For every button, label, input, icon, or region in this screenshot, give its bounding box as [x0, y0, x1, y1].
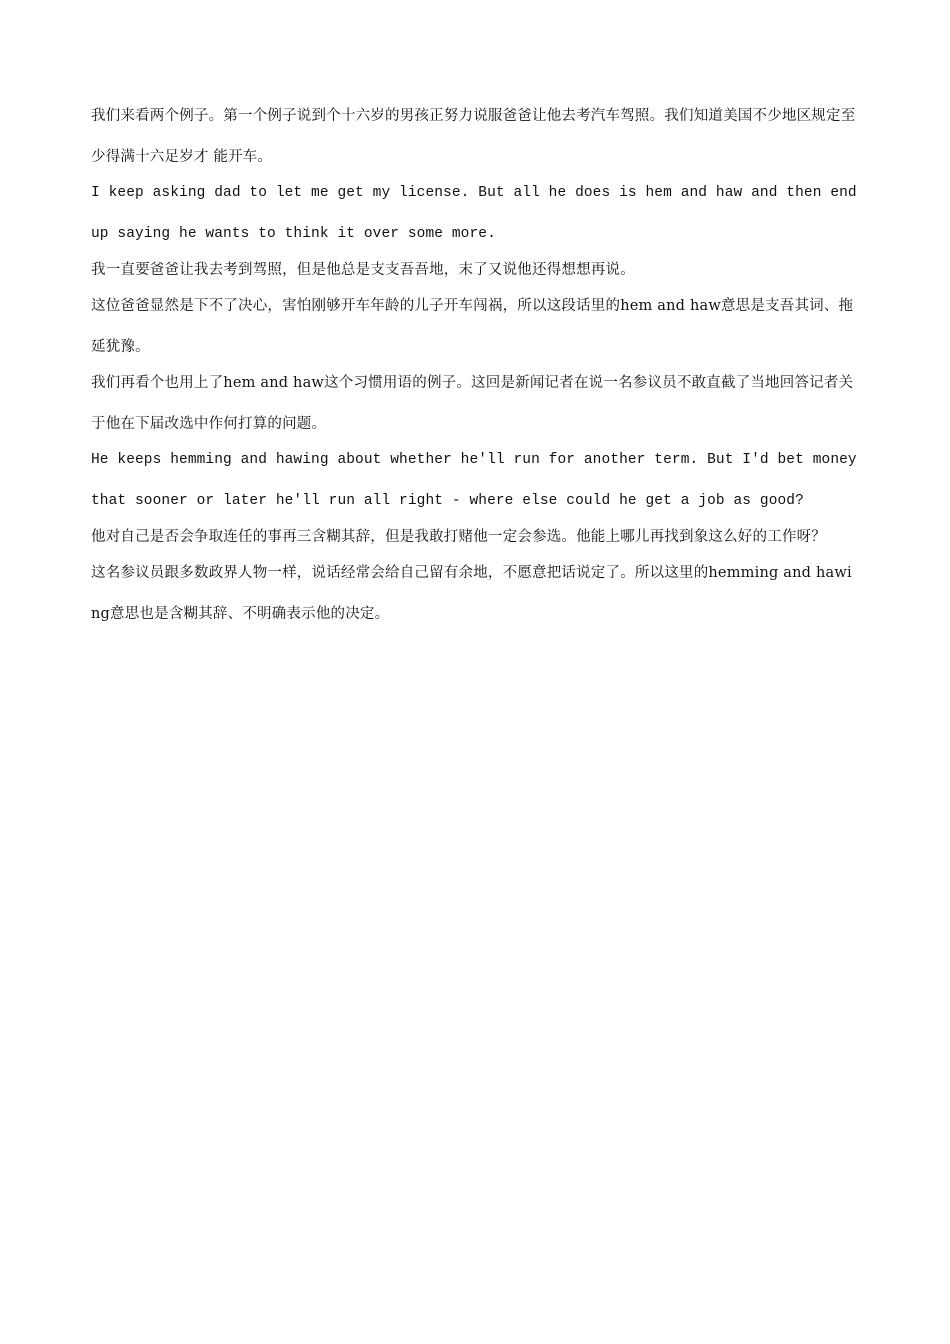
- paragraph-intro: 我们来看两个例子。第一个例子说到个十六岁的男孩正努力说服爸爸让他去考汽车驾照。我们知道美国不少地区规定至少得满十六足岁才 能开车。: [91, 108, 856, 165]
- paragraph-example-1-chinese: 我一直要爸爸让我去考到驾照，但是他总是支支吾吾地，末了又说他还得想想再说。: [91, 262, 635, 278]
- paragraph-example-2-explanation: 这名参议员跟多数政界人物一样，说话经常会给自己留有余地，不愿意把话说定了。所以这里的hemming and hawing意思也是含糊其辞、不明确表示他的决定。: [91, 565, 852, 622]
- paragraph-example-2-english: He keeps hemming and hawing about whether he'll run for another term. But I'd bet money that sooner or later he'll run all right - where else could he get a job as good?: [91, 452, 857, 509]
- paragraph-example-1-english: I keep asking dad to let me get my license. But all he does is hem and haw and then end up saying he wants to think it over some more.: [91, 185, 857, 242]
- paragraph-example-2-chinese: 他对自己是否会争取连任的事再三含糊其辞，但是我敢打赌他一定会参选。他能上哪儿再找到象这么好的工作呀？: [91, 529, 826, 545]
- paragraph-example-1-explanation: 这位爸爸显然是下不了决心，害怕刚够开车年龄的儿子开车闯祸，所以这段话里的hem and haw意思是支吾其词、拖延犹豫。: [91, 298, 854, 355]
- document-page: [91, 96, 861, 630]
- paragraph-example-2-intro: 我们再看个也用上了hem and haw这个习惯用语的例子。这回是新闻记者在说一名参议员不敢直截了当地回答记者关于他在下届改选中作何打算的问题。: [91, 375, 854, 432]
